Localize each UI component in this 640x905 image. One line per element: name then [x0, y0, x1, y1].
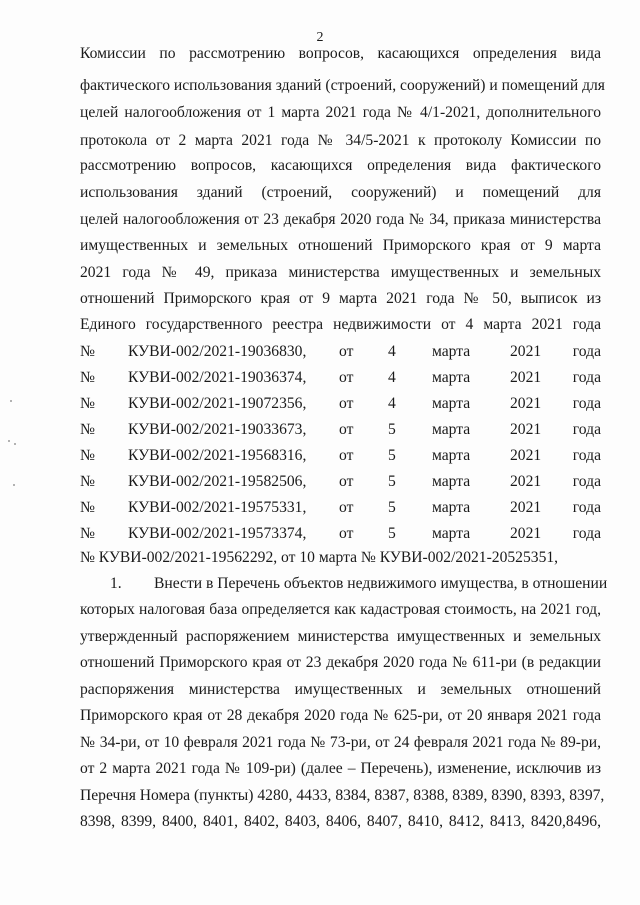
- number-sign: №: [80, 473, 95, 490]
- extract-year: 2021: [510, 343, 542, 360]
- extract-month: марта: [432, 473, 471, 490]
- extract-year: 2021: [510, 447, 542, 464]
- number-sign: №: [80, 447, 95, 464]
- extract-number: КУВИ-002/2021-19036374,: [128, 369, 307, 386]
- page-number: 2: [316, 30, 324, 45]
- from-word: от: [339, 343, 354, 360]
- year-word: года: [572, 525, 601, 542]
- text-line: распоряжения министерства имущественных и земельных отношений: [80, 681, 601, 698]
- text-line: от 2 марта 2021 года № 109-ри) (далее – Перечень), изменение, исключив из: [80, 760, 601, 777]
- text-line: рассмотрению вопросов, касающихся определения вида фактического: [80, 157, 601, 174]
- text-line: целей налогообложения от 1 марта 2021 года № 4/1-2021, дополнительного: [80, 104, 601, 121]
- extract-number: КУВИ-002/2021-19033673,: [128, 421, 307, 438]
- scan-speck: [13, 484, 15, 486]
- text-line: целей налогообложения от 23 декабря 2020 года № 34, приказа министерства: [80, 211, 601, 228]
- text-line: которых налоговая база определяется как кадастровая стоимость, на 2021 год,: [80, 601, 601, 618]
- text-line: имущественных и земельных отношений Приморского края от 9 марта: [80, 237, 601, 254]
- year-word: года: [572, 447, 601, 464]
- text-line: утвержденный распоряжением министерства имущественных и земельных: [80, 628, 601, 645]
- extract-number: КУВИ-002/2021-19072356,: [128, 395, 307, 412]
- extract-month: марта: [432, 525, 471, 542]
- number-sign: №: [80, 421, 95, 438]
- extract-month: марта: [432, 369, 471, 386]
- extract-year: 2021: [510, 395, 542, 412]
- from-word: от: [339, 447, 354, 464]
- from-word: от: [339, 525, 354, 542]
- scan-speck: [10, 400, 12, 402]
- extract-month: марта: [432, 395, 471, 412]
- from-word: от: [339, 395, 354, 412]
- number-sign: №: [80, 525, 95, 542]
- scan-speck: [14, 443, 16, 445]
- number-sign: №: [80, 499, 95, 516]
- extract-row: [80, 446, 601, 465]
- scan-speck: [8, 440, 10, 442]
- extract-number: КУВИ-002/2021-19568316,: [128, 447, 307, 464]
- extract-month: марта: [432, 499, 471, 516]
- text-line: протокола от 2 марта 2021 года № 34/5-2021 к протоколу Комиссии по: [80, 132, 601, 149]
- extract-number: КУВИ-002/2021-19036830,: [128, 343, 307, 360]
- extract-number: КУВИ-002/2021-19582506,: [128, 473, 307, 490]
- text-line: № КУВИ-002/2021-19562292, от 10 марта № КУВИ-002/2021-20525351,: [80, 549, 559, 566]
- extract-day: 4: [388, 343, 396, 360]
- extract-row: [80, 368, 601, 387]
- text-line: Приморского края от 28 декабря 2020 года № 625-ри, от 20 января 2021 года: [80, 707, 601, 724]
- text-line: 8398, 8399, 8400, 8401, 8402, 8403, 8406, 8407, 8410, 8412, 8413, 8420,8496,: [80, 813, 601, 830]
- extract-day: 5: [388, 525, 396, 542]
- extract-row: [80, 394, 601, 413]
- text-line: Комиссии по рассмотрению вопросов, касающихся определения вида: [80, 45, 601, 62]
- from-word: от: [339, 473, 354, 490]
- extract-day: 5: [388, 499, 396, 516]
- number-sign: №: [80, 369, 95, 386]
- number-sign: №: [80, 343, 95, 360]
- extract-month: марта: [432, 343, 471, 360]
- from-word: от: [339, 499, 354, 516]
- extract-year: 2021: [510, 499, 542, 516]
- extract-row: [80, 524, 601, 543]
- text-line: отношений Приморского края от 23 декабря 2020 года № 611-ри (в редакции: [80, 654, 601, 671]
- year-word: года: [572, 395, 601, 412]
- number-sign: №: [80, 395, 95, 412]
- text-line: использования зданий (строений, сооружений) и помещений для: [80, 184, 601, 201]
- extract-day: 5: [388, 421, 396, 438]
- from-word: от: [339, 369, 354, 386]
- extract-day: 5: [388, 447, 396, 464]
- paragraph-lead: Внести в Перечень объектов недвижимого имущества, в отношении: [154, 575, 608, 592]
- extract-month: марта: [432, 421, 471, 438]
- extract-row: [80, 472, 601, 491]
- extract-row: [80, 420, 601, 439]
- paragraph-number: 1.: [110, 575, 122, 592]
- year-word: года: [572, 473, 601, 490]
- extract-year: 2021: [510, 525, 542, 542]
- year-word: года: [572, 421, 601, 438]
- extract-number: КУВИ-002/2021-19575331,: [128, 499, 307, 516]
- paragraph-first-line: [80, 574, 608, 593]
- extract-day: 4: [388, 395, 396, 412]
- text-line: Единого государственного реестра недвижимости от 4 марта 2021 года: [80, 316, 601, 333]
- year-word: года: [572, 499, 601, 516]
- extract-day: 5: [388, 473, 396, 490]
- year-word: года: [572, 369, 601, 386]
- text-line: № 34-ри, от 10 февраля 2021 года № 73-ри, от 24 февраля 2021 года № 89-ри,: [80, 734, 601, 751]
- extract-number: КУВИ-002/2021-19573374,: [128, 525, 307, 542]
- extract-year: 2021: [510, 421, 542, 438]
- text-line: отношений Приморского края от 9 марта 2021 года № 50, выписок из: [80, 290, 601, 307]
- extract-year: 2021: [510, 369, 542, 386]
- extract-month: марта: [432, 447, 471, 464]
- year-word: года: [572, 343, 601, 360]
- extract-row: [80, 498, 601, 517]
- extract-day: 4: [388, 369, 396, 386]
- extract-row: [80, 342, 601, 361]
- text-line: 2021 года № 49, приказа министерства имущественных и земельных: [80, 264, 601, 281]
- extract-year: 2021: [510, 473, 542, 490]
- text-line: Перечня Номера (пункты) 4280, 4433, 8384, 8387, 8388, 8389, 8390, 8393, 8397,: [80, 787, 605, 804]
- from-word: от: [339, 421, 354, 438]
- text-line: фактического использования зданий (строений, сооружений) и помещений для: [80, 77, 605, 94]
